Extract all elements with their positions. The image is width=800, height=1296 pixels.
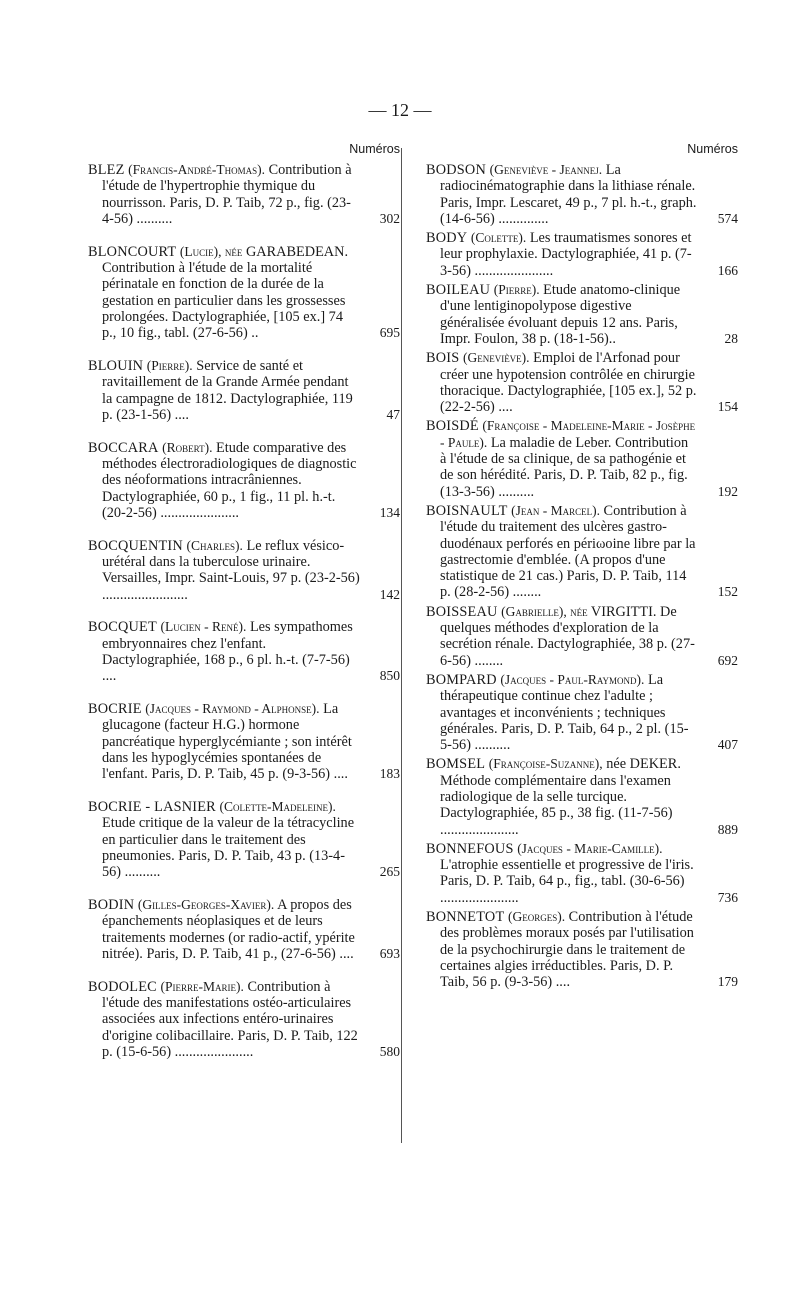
thesis-entry xyxy=(88,244,400,342)
thesis-details: La glucagone (facteur H.G.) hormone pancréatique hyperglycémiante ; son intérêt dans les hypoglycémies spontanées de l'enfant. Paris, D. P. Taib, 45 p. (9-3-56) .... xyxy=(102,701,352,783)
thesis-entry xyxy=(88,799,400,880)
thesis-number: 47 xyxy=(386,406,400,422)
author-surname: BOCQUET xyxy=(88,619,157,636)
entry-list xyxy=(426,162,738,991)
author-given-names: (Lucien - René). xyxy=(160,619,247,635)
author-surname: BOCRIE xyxy=(88,701,142,718)
thesis-number: 850 xyxy=(379,668,400,684)
thesis-number: 695 xyxy=(379,325,400,341)
author-given-names: (Jacques - Raymond - Alphonse). xyxy=(145,701,320,717)
author-given-names: (Georges). xyxy=(507,909,566,925)
author-given-names: (Pierre). xyxy=(146,357,193,373)
author-surname: BLEZ xyxy=(88,162,125,178)
author-surname: BOCQUENTIN xyxy=(88,537,183,554)
author-given-names: (Colette). xyxy=(470,230,527,246)
author-surname: BOMSEL xyxy=(426,756,486,773)
author-surname: BONNETOT xyxy=(426,909,505,926)
author-surname: BOISDÉ xyxy=(426,418,479,435)
thesis-entry xyxy=(88,162,400,227)
thesis-entry xyxy=(426,672,738,753)
thesis-entry xyxy=(426,230,738,279)
thesis-number: 693 xyxy=(379,945,400,961)
thesis-details: Les traumatismes sonores et leur prophylaxie. Dactylographiée, 41 p. (7-3-56) ...................... xyxy=(440,230,692,279)
thesis-number: 736 xyxy=(717,889,738,905)
thesis-details: Emploi de l'Arfonad pour créer une hypotension contrôlée en chirurgie thoracique. Dactylographiée, [105 ex.], 52 p. (22-2-56) .... xyxy=(440,350,697,416)
thesis-entry xyxy=(426,350,738,415)
thesis-details: L'atrophie essentielle et progressive de l'iris. Paris, D. P. Taib, 64 p., fig., tabl. (30-6-56) ...................... xyxy=(440,857,694,906)
thesis-details: VIRGITTI. De quelques méthodes d'exploration de la secrétion rénale. Dactylographiée, 38 p. (27-6-56) ........ xyxy=(440,603,695,669)
thesis-entry xyxy=(88,358,400,423)
thesis-details: Contribution à l'étude des problèmes moraux posés par l'utilisation de la psychochirurgie dans le traitement de certaines algies irréductibles. Paris, D. P. Taib, 56 p. (9-3-56) .... xyxy=(440,909,694,991)
author-surname: BOCRIE - LASNIER xyxy=(88,799,216,815)
thesis-details: Contribution à l'étude du traitement des ulcères gastro-duodénaux perforés en périωoine libre par la gastrectomie d'emblée. (A propos d'une statistique de 21 cas.) Paris, D. P. Taib, 114 p. (28-2-56) ........ xyxy=(440,502,696,601)
author-given-names: (Robert). xyxy=(162,439,213,455)
author-given-names: (Françoise - Madeleine-Marie - Josèphe - Paule). xyxy=(440,418,696,450)
thesis-details: A propos des épanchements néoplasiques et de leurs traitements modernes (or radio-actif, ypérite nitrée). Paris, D. P. Taib, 41 p., (27-6-56) .... xyxy=(102,896,355,962)
thesis-number: 179 xyxy=(717,974,738,990)
author-surname: BONNEFOUS xyxy=(426,840,514,857)
author-given-names: (Pierre-Marie). xyxy=(160,978,244,994)
author-given-names: (Françoise-Suzanne), xyxy=(488,756,603,772)
thesis-number: 302 xyxy=(379,210,400,226)
author-surname: BODIN xyxy=(88,896,135,913)
author-surname: BODY xyxy=(426,230,468,247)
thesis-entry xyxy=(426,162,738,227)
author-surname: BLONCOURT xyxy=(88,243,177,260)
author-given-names: (Pierre). xyxy=(493,282,540,298)
right-column xyxy=(426,142,738,994)
author-given-names: (Francis-André-Thomas). xyxy=(128,162,265,177)
thesis-number: 142 xyxy=(379,586,400,602)
column-divider xyxy=(401,148,402,1143)
thesis-details: Etude comparative des méthodes électroradiologiques de diagnostic des néoformations intracrâniennes. Dactylographiée, 60 p., 1 fig., 11 pl. h.-t. (20-2-56) ...................... xyxy=(102,439,357,521)
author-given-names: (Charles). xyxy=(186,537,243,553)
left-column xyxy=(88,142,400,1077)
thesis-entry xyxy=(426,503,738,601)
thesis-details: Contribution à l'étude de l'hypertrophie thymique du nourrisson. Paris, D. P. Taib, 72 p., fig. (23-4-56) .......... xyxy=(102,162,352,227)
thesis-entry xyxy=(88,701,400,782)
thesis-details: GARABEDEAN. Contribution à l'étude de la mortalité périnatale en fonction de la durée de la gestation en particulier dans les grossesses prolongées. Dactylographiée, [105 ex.] 74 p., 10 fig., tabl. (27-6-56) .. xyxy=(102,243,349,342)
thesis-details: Le reflux vésico-urétéral dans la tuberculose urinaire. Versailles, Impr. Saint-Louis, 97 p. (23-2-56) ........................ xyxy=(102,537,360,603)
thesis-details: Service de santé et ravitaillement de la Grande Armée pendant la campagne de 1812. Dactylographiée, 119 p. (23-1-56) .... xyxy=(102,357,353,423)
thesis-entry xyxy=(426,282,738,347)
entry-list xyxy=(88,162,400,1060)
thesis-details: La maladie de Leber. Contribution à l'étude de sa clinique, de sa pathogénie et de son hérédité. Paris, D. P. Taib, 82 p., fig. (13-3-56) .......... xyxy=(440,434,689,500)
thesis-entry xyxy=(88,897,400,962)
thesis-entry xyxy=(426,841,738,906)
author-surname: BOISNAULT xyxy=(426,502,508,519)
author-surname: BOILEAU xyxy=(426,282,491,299)
author-given-names: (Jean - Marcel). xyxy=(511,502,600,518)
author-surname: BODSON xyxy=(426,162,486,178)
thesis-entry xyxy=(426,604,738,669)
thesis-entry xyxy=(88,538,400,603)
author-given-names: (Colette-Madeleine). xyxy=(219,799,336,814)
author-given-names: (Jacques - Paul-Raymond). xyxy=(500,671,645,687)
author-given-names: (Gabrielle), née xyxy=(501,603,588,619)
thesis-details: née DEKER. Méthode complémentaire dans l'examen radiologique de la selle turcique. Dactylographiée, 85 p., 38 fig. (11-7-56) ...................... xyxy=(440,756,681,838)
author-given-names: (Jacques - Marie-Camille). xyxy=(517,840,663,856)
author-surname: BOIS xyxy=(426,350,460,367)
thesis-number: 265 xyxy=(379,864,400,880)
thesis-number: 192 xyxy=(717,483,738,499)
author-surname: BOMPARD xyxy=(426,671,497,688)
author-given-names: (Gilles-Georges-Xavier). xyxy=(137,896,275,912)
author-given-names: (Geneviève). xyxy=(462,350,530,366)
author-given-names: (Lucie), née xyxy=(179,243,243,259)
thesis-details: Etude critique de la valeur de la tétracycline en particulier dans le traitement des pneumonies. Paris, D. P. Taib, 43 p. (13-4-56) .......... xyxy=(102,815,355,881)
thesis-number: 166 xyxy=(717,262,738,278)
author-surname: BOISSEAU xyxy=(426,603,498,620)
thesis-entry xyxy=(426,756,738,837)
thesis-details: Contribution à l'étude des manifestations ostéo-articulaires associées aux infections entéro-urinaires d'origine colibacillaire. Paris, D. P. Taib, 122 p. (15-6-56) ...................... xyxy=(102,978,358,1060)
thesis-entry xyxy=(88,440,400,521)
thesis-details: Les sympathomes embryonnaires chez l'enfant. Dactylographiée, 168 p., 6 pl. h.-t. (7-7-56) .... xyxy=(102,619,353,685)
thesis-entry xyxy=(88,979,400,1060)
author-given-names: (Geneviève - Jeannej. xyxy=(489,162,603,177)
thesis-number: 152 xyxy=(717,584,738,600)
thesis-number: 183 xyxy=(379,766,400,782)
page-number: — 12 — xyxy=(368,100,432,120)
author-surname: BODOLEC xyxy=(88,978,157,995)
thesis-number: 407 xyxy=(717,737,738,753)
column-header: Numéros xyxy=(687,142,738,156)
thesis-entry xyxy=(88,619,400,684)
thesis-number: 154 xyxy=(717,399,738,415)
thesis-number: 134 xyxy=(379,504,400,520)
thesis-details: Etude anatomo-clinique d'une lentiginopolypose digestive généralisée évoluant depuis 12 ans. Paris, Impr. Foulon, 38 p. (18-1-56).. xyxy=(440,282,681,347)
thesis-number: 692 xyxy=(717,652,738,668)
thesis-entry xyxy=(426,909,738,990)
column-header: Numéros xyxy=(349,142,400,156)
thesis-number: 580 xyxy=(379,1043,400,1059)
thesis-number: 574 xyxy=(717,210,738,226)
thesis-number: 28 xyxy=(724,330,738,346)
thesis-details: La thérapeutique continue chez l'adulte ; avantages et inconvénients ; techniques générales. Paris, D. P. Taib, 64 p., 2 pl. (15-5-56) .......... xyxy=(440,671,689,754)
author-surname: BOCCARA xyxy=(88,439,159,456)
thesis-details: La radiocinématographie dans la lithiase rénale. Paris, Impr. Lescaret, 49 p., 7 pl. h.-t., graph. (14-6-56) .............. xyxy=(440,162,697,227)
thesis-entry xyxy=(426,418,738,499)
thesis-number: 889 xyxy=(717,821,738,837)
author-surname: BLOUIN xyxy=(88,357,144,374)
